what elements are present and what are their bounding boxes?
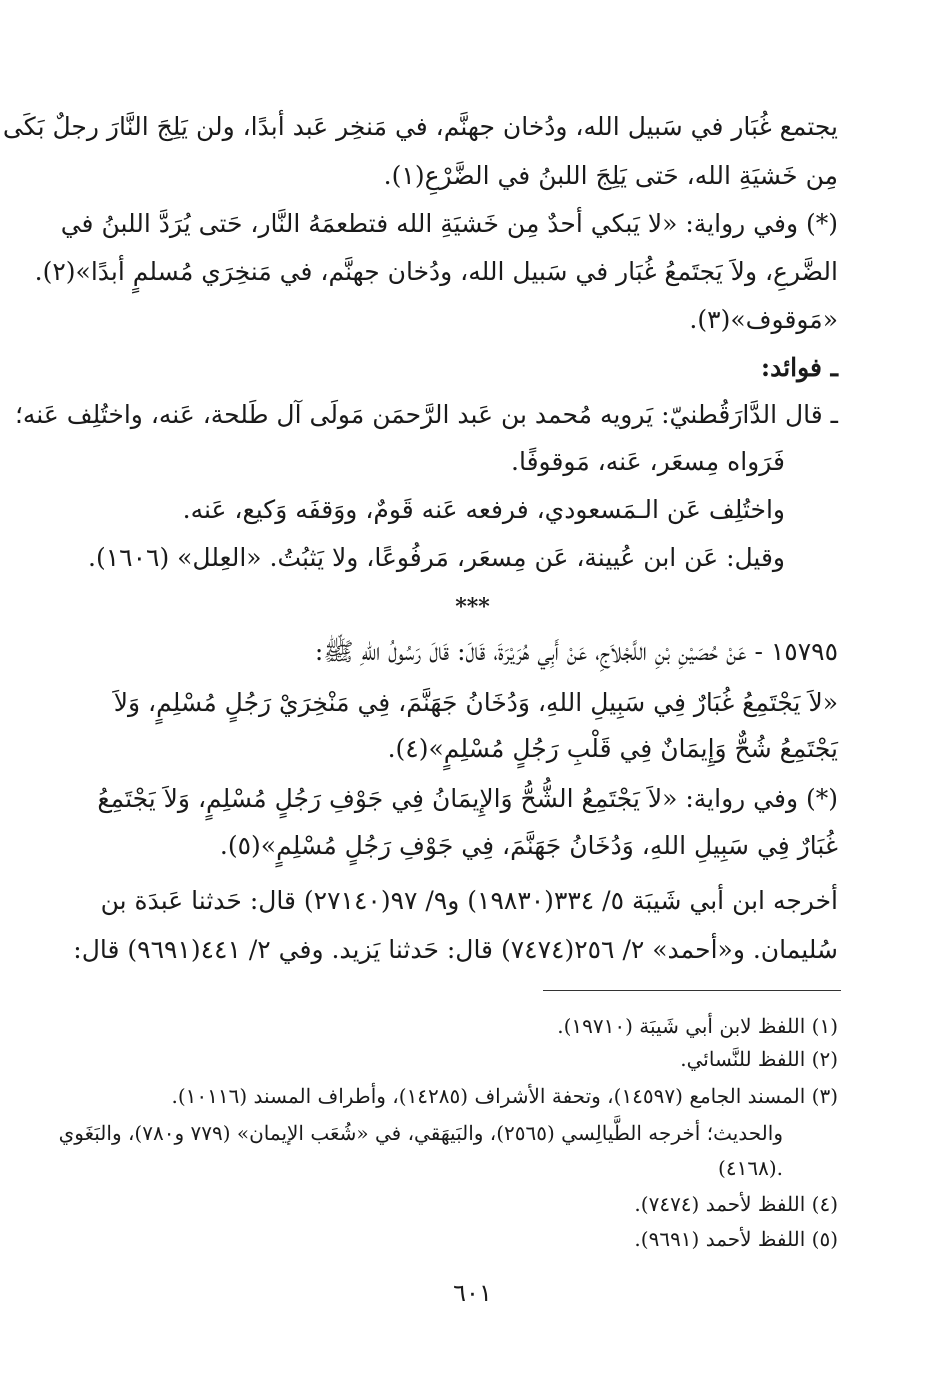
fawaid-line: فَرَواه مِسعَر، عَنه، مَوقوفًا. <box>511 447 785 476</box>
footnote: (٣) المسند الجامع (١٤٥٩٧)، وتحفة الأشراف (١٤٢٨٥)، وأطراف المسند (١٠١١٦). <box>171 1084 838 1108</box>
hadith-line: «لاَ يَجْتَمِعُ غُبَارٌ فِي سَبِيلِ اللهِ، وَدُخَانُ جَهَنَّمَ، فِي مَنْخِرَيْ رَجُلٍ مُسْلِمٍ، وَلاَ <box>113 688 838 717</box>
footnote: (٥) اللفظ لأحمد (٩٦٩١). <box>634 1227 838 1251</box>
fawaid-line: ـ قال الدَّارَقُطنيّ: يَرويه مُحمد بن عَبد الرَّحمَن مَولَى آل طَلحة، عَنه، واختُلِف عَنه؛ <box>14 400 838 429</box>
footnote: (٤) اللفظ لأحمد (٧٤٧٤). <box>634 1192 838 1216</box>
text-line: (*) وفي رواية: «لا يَبكي أحدٌ مِن خَشيَةِ الله فتطعمَهُ النَّار، حَتى يُرَدَّ اللبنُ في <box>60 209 838 238</box>
section-separator-stars: *** <box>455 594 490 620</box>
page-number: ٦٠١ <box>453 1279 492 1307</box>
text-line: «مَوقوف»(٣). <box>689 305 838 334</box>
footnote-divider <box>543 990 841 991</box>
footnote: (٤١٦٨). <box>718 1156 783 1180</box>
fawaid-line: وقيل: عَن ابن عُيينة، عَن مِسعَر، مَرفُوعًا، ولا يَثبُتُ. «العِلل» (١٦٠٦). <box>88 543 785 572</box>
hadith-line: غُبَارٌ فِي سَبِيلِ اللهِ، وَدُخَانُ جَهَنَّمَ، فِي جَوْفِ رَجُلٍ مُسْلِمٍ»(٥). <box>219 831 838 860</box>
text-line: مِن خَشيَةِ الله، حَتى يَلِجَ اللبنُ في الضَّرْعِ(١). <box>383 161 838 190</box>
footnote: (١) اللفظ لابن أبي شَيبَة (١٩٧١٠). <box>557 1014 838 1038</box>
footnote: (٢) اللفظ للنَّسائي. <box>680 1047 838 1071</box>
hadith-line: سُليمان. و«أحمد» ٢/ ٢٥٦(٧٤٧٤) قال: حَدثنا يَزيد. وفي ٢/ ٤٤١(٩٦٩١) قال: <box>73 935 838 964</box>
hadith-line: ١٥٧٩٥ - عَنْ حُصَيْنِ بْنِ اللَّجْلاَجِ، عَنْ أَبِي هُرَيْرَةَ، قَالَ: قَالَ رَسُولُ اللهِ ﷺ: <box>314 637 838 666</box>
footnote: والحديث؛ أخرجه الطَّيالِسي (٢٥٦٥)، والبَيهَقي، في «شُعَب الإيمان» (٧٧٩ و٧٨٠)، والبَغَوي <box>58 1121 783 1145</box>
hadith-line: (*) وفي رواية: «لاَ يَجْتَمِعُ الشُّحُّ وَالإِيمَانُ فِي جَوْفِ رَجُلٍ مُسْلِمٍ، وَلاَ يَجْتَمِعُ <box>97 784 838 813</box>
text-line: الضَّرعِ، ولاَ يَجتَمعُ غُبَار في سَبيل الله، ودُخان جهنَّم، في مَنخِرَي مُسلمٍ أبدًا»(٢). <box>34 257 838 286</box>
hadith-line: أخرجه ابن أبي شَيبَة ٥/ ٣٣٤(١٩٨٣٠) و٩/ ٩٧(٢٧١٤٠) قال: حَدثنا عَبدَة بن <box>100 886 838 915</box>
text-line: يجتمع غُبَار في سَبيل الله، ودُخان جهنَّم، في مَنخِر عَبد أبدًا، ولن يَلِجَ النَّارَ رجلٌ بَكَى <box>2 112 838 141</box>
fawaid-line: واختُلِف عَن الـمَسعودي، فرفعه عَنه قَومٌ، ووَقفَه وَكيع، عَنه. <box>182 495 785 524</box>
hadith-line: يَجْتَمِعُ شُحٌّ وَإِيمَانٌ فِي قَلْبِ رَجُلٍ مُسْلِمٍ»(٤). <box>387 734 838 763</box>
fawaid-heading: ـ فوائد: <box>760 353 838 382</box>
